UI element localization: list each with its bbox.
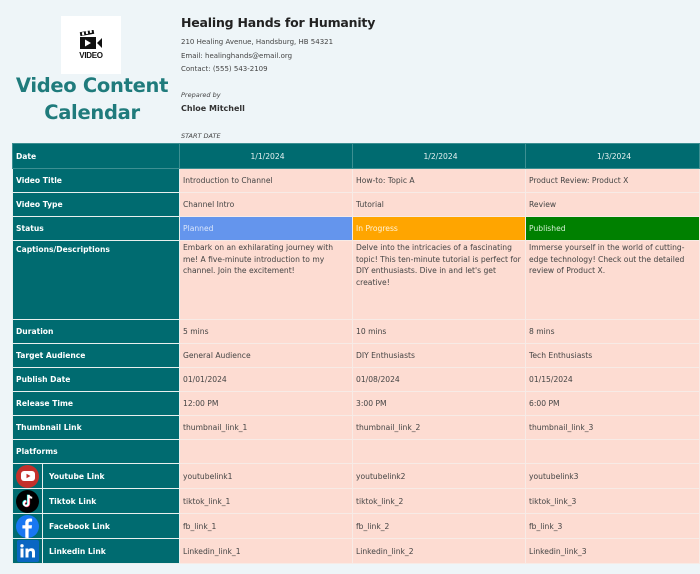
logo-text: VIDEO bbox=[79, 51, 103, 60]
table-cell[interactable]: youtubelink1 bbox=[180, 464, 353, 489]
table-cell[interactable]: Review bbox=[526, 193, 700, 217]
youtube-icon bbox=[16, 465, 39, 488]
table-cell[interactable] bbox=[353, 440, 526, 464]
table-cell[interactable]: Tech Enthusiasts bbox=[526, 344, 700, 368]
row-label: Captions/Descriptions bbox=[13, 241, 180, 320]
table-cell[interactable]: 8 mins bbox=[526, 320, 700, 344]
date-cell[interactable]: 1/2/2024 bbox=[353, 144, 526, 169]
table-cell[interactable]: Immerse yourself in the world of cutting-edge technology! Check out the detailed review of Product X. bbox=[526, 241, 700, 320]
row-label: Target Audience bbox=[13, 344, 180, 368]
linkedin-icon bbox=[17, 540, 39, 562]
table-cell[interactable]: tiktok_link_1 bbox=[180, 489, 353, 514]
row-label: Date bbox=[13, 144, 180, 169]
table-cell[interactable]: youtubelink2 bbox=[353, 464, 526, 489]
organization-address: 210 Healing Avenue, Handsburg, HB 54321 bbox=[181, 38, 334, 46]
row-label: Facebook Link bbox=[43, 514, 180, 539]
table-cell[interactable]: thumbnail_link_3 bbox=[526, 416, 700, 440]
date-cell[interactable]: 1/1/2024 bbox=[180, 144, 353, 169]
linkedin-icon-cell bbox=[13, 539, 43, 564]
table-cell[interactable]: DIY Enthusiasts bbox=[353, 344, 526, 368]
video-camera-icon bbox=[79, 30, 103, 50]
status-planned-cell[interactable]: Planned bbox=[180, 217, 353, 241]
title-line-1: Video Content bbox=[15, 74, 169, 97]
table-cell[interactable]: 6:00 PM bbox=[526, 392, 700, 416]
status-published-cell[interactable]: Published bbox=[526, 217, 700, 241]
table-cell[interactable]: youtubelink3 bbox=[526, 464, 700, 489]
target-audience-row bbox=[13, 344, 700, 368]
prepared-by-name: Chloe Mitchell bbox=[181, 104, 245, 113]
table-cell[interactable]: Delve into the intricacies of a fascinating topic! This ten-minute tutorial is perfect for DIY enthusiasts. Dive in and let's get creative! bbox=[353, 241, 526, 320]
row-label: Thumbnail Link bbox=[13, 416, 180, 440]
organization-contact: Contact: (555) 543-2109 bbox=[181, 65, 268, 73]
table-cell[interactable]: 01/08/2024 bbox=[353, 368, 526, 392]
row-label: Platforms bbox=[13, 440, 180, 464]
page-title bbox=[12, 72, 172, 126]
row-label: Youtube Link bbox=[43, 464, 180, 489]
table-cell[interactable]: fb_link_1 bbox=[180, 514, 353, 539]
youtube-icon-cell bbox=[13, 464, 43, 489]
organization-name: Healing Hands for Humanity bbox=[181, 15, 376, 30]
status-in-progress-cell[interactable]: In Progress bbox=[353, 217, 526, 241]
table-cell[interactable]: 10 mins bbox=[353, 320, 526, 344]
title-line-2: Calendar bbox=[44, 101, 140, 124]
duration-row bbox=[13, 320, 700, 344]
platforms-row bbox=[13, 440, 700, 464]
table-cell[interactable]: Linkedin_link_1 bbox=[180, 539, 353, 564]
table-cell[interactable]: 12:00 PM bbox=[180, 392, 353, 416]
release-time-row bbox=[13, 392, 700, 416]
facebook-icon-cell bbox=[13, 514, 43, 539]
date-cell[interactable]: 1/3/2024 bbox=[526, 144, 700, 169]
video-title-row bbox=[13, 169, 700, 193]
table-cell[interactable]: 01/01/2024 bbox=[180, 368, 353, 392]
prepared-by-label: Prepared by bbox=[181, 91, 221, 99]
organization-info bbox=[181, 15, 375, 77]
tiktok-icon-cell bbox=[13, 489, 43, 514]
row-label: Publish Date bbox=[13, 368, 180, 392]
table-cell[interactable]: Linkedin_link_3 bbox=[526, 539, 700, 564]
facebook-row bbox=[13, 514, 700, 539]
table-cell[interactable]: 01/15/2024 bbox=[526, 368, 700, 392]
table-cell[interactable] bbox=[180, 440, 353, 464]
organization-email: Email: healinghands@email.org bbox=[181, 51, 293, 60]
linkedin-row bbox=[13, 539, 700, 564]
table-cell[interactable] bbox=[526, 440, 700, 464]
table-cell[interactable]: 5 mins bbox=[180, 320, 353, 344]
table-cell[interactable]: Channel Intro bbox=[180, 193, 353, 217]
row-label: Tiktok Link bbox=[43, 489, 180, 514]
start-date-label: START DATE bbox=[181, 132, 221, 140]
table-cell[interactable]: fb_link_2 bbox=[353, 514, 526, 539]
row-label: Linkedin Link bbox=[43, 539, 180, 564]
table-cell[interactable]: Introduction to Channel bbox=[180, 169, 353, 193]
table-cell[interactable]: thumbnail_link_1 bbox=[180, 416, 353, 440]
table-cell[interactable]: thumbnail_link_2 bbox=[353, 416, 526, 440]
table-cell[interactable]: Embark on an exhilarating journey with me! A five-minute introduction to my channel. Join the excitement! bbox=[180, 241, 353, 320]
content-calendar-table bbox=[12, 143, 700, 564]
table-cell[interactable]: Tutorial bbox=[353, 193, 526, 217]
table-cell[interactable]: fb_link_3 bbox=[526, 514, 700, 539]
table-cell[interactable]: Linkedin_link_2 bbox=[353, 539, 526, 564]
captions-row bbox=[13, 241, 700, 320]
date-row bbox=[13, 144, 700, 169]
status-row bbox=[13, 217, 700, 241]
table-cell[interactable]: How-to: Topic A bbox=[353, 169, 526, 193]
table-cell[interactable]: Product Review: Product X bbox=[526, 169, 700, 193]
table-cell[interactable]: tiktok_link_2 bbox=[353, 489, 526, 514]
youtube-row bbox=[13, 464, 700, 489]
row-label: Video Title bbox=[13, 169, 180, 193]
video-type-row bbox=[13, 193, 700, 217]
publish-date-row bbox=[13, 368, 700, 392]
video-logo bbox=[61, 16, 121, 74]
table-cell[interactable]: tiktok_link_3 bbox=[526, 489, 700, 514]
table-cell[interactable]: General Audience bbox=[180, 344, 353, 368]
tiktok-row bbox=[13, 489, 700, 514]
row-label: Release Time bbox=[13, 392, 180, 416]
facebook-icon bbox=[16, 515, 39, 538]
row-label: Video Type bbox=[13, 193, 180, 217]
tiktok-icon bbox=[16, 490, 39, 513]
row-label: Status bbox=[13, 217, 180, 241]
row-label: Duration bbox=[13, 320, 180, 344]
thumbnail-link-row bbox=[13, 416, 700, 440]
table-cell[interactable]: 3:00 PM bbox=[353, 392, 526, 416]
